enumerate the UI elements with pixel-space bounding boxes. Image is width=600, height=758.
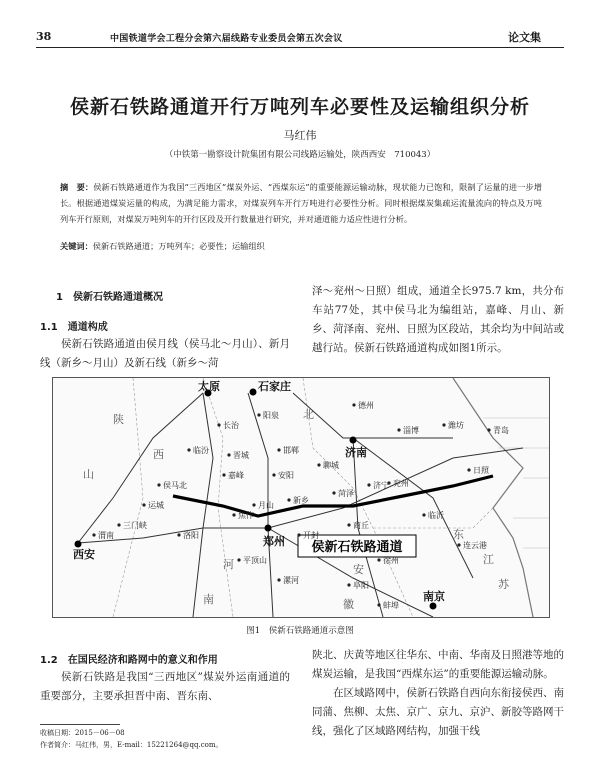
city-marker xyxy=(397,428,400,431)
body-paragraphs-right xyxy=(312,646,564,741)
running-header: 中国铁道学会工程分会第六届线路专业委员会第五次会议 xyxy=(110,34,343,44)
city-label: 太原 xyxy=(198,380,220,393)
province-label: 苏 xyxy=(498,578,509,591)
province-label: 陕 xyxy=(113,413,124,426)
province-label: 东 xyxy=(453,528,464,541)
city-label: 月山 xyxy=(258,501,274,510)
city-marker xyxy=(272,473,275,476)
city-marker xyxy=(442,423,445,426)
section-heading-1-2: 1.2 在国民经济和路网中的意义和作用 xyxy=(40,655,218,666)
city-marker xyxy=(487,428,490,431)
affiliation: （中铁第一勘察设计院集团有限公司线路运输处，陕西西安 710043） xyxy=(164,150,436,160)
city-label: 开封 xyxy=(303,531,319,540)
body-paragraph-2-right: 陕北、庆黄等地区往华东、中南、华南及日照港等地的煤炭运输，是我国“西煤东运”的重要能源运输动脉。 xyxy=(312,649,564,680)
city-label: 日照 xyxy=(473,466,489,475)
city-marker xyxy=(92,533,95,536)
city-label: 长治 xyxy=(223,421,239,430)
city-label: 南京 xyxy=(423,590,445,603)
keywords-text: 侯新石铁路通道；万吨列车；必要性；运输组织 xyxy=(92,241,265,251)
abstract-label: 摘 要： xyxy=(60,182,94,192)
city-marker xyxy=(367,483,370,486)
city-label: 焦作 xyxy=(238,511,254,520)
city-marker xyxy=(377,558,380,561)
city-label: 洛阳 xyxy=(183,531,199,540)
abstract xyxy=(60,179,542,227)
keywords xyxy=(60,241,542,252)
received-date: 收稿日期：2015－06－08 xyxy=(40,729,125,737)
city-label: 商丘 xyxy=(353,521,369,530)
figure-caption: 图1 侯新石铁路通道示意图 xyxy=(246,626,354,636)
author-info: 作者简介：马红伟，男，E-mail：15221264@qq.com。 xyxy=(40,741,223,749)
coastline xyxy=(453,378,533,617)
city-label: 郑州 xyxy=(263,535,285,548)
city-marker xyxy=(237,558,240,561)
province-label: 河 xyxy=(223,558,234,571)
city-marker xyxy=(287,498,290,501)
city-marker xyxy=(457,543,460,546)
city-marker xyxy=(232,513,235,516)
city-marker xyxy=(222,473,225,476)
province-label: 西 xyxy=(153,448,164,461)
city-marker xyxy=(277,578,280,581)
city-label: 安阳 xyxy=(278,471,294,480)
city-marker xyxy=(317,463,320,466)
city-label: 济宁 xyxy=(373,481,389,490)
footnote-rule xyxy=(40,724,120,725)
city-marker xyxy=(347,583,350,586)
city-label: 石家庄 xyxy=(258,380,291,393)
city-label: 兖州 xyxy=(393,479,409,488)
city-marker xyxy=(352,403,355,406)
city-label: 阜阳 xyxy=(353,581,369,590)
city-marker xyxy=(332,491,335,494)
city-label: 蚌埠 xyxy=(383,601,399,610)
big-city-marker xyxy=(75,541,82,548)
city-label: 渭南 xyxy=(98,531,114,540)
paper-title: 侯新石铁路通道开行万吨列车必要性及运输组织分析 xyxy=(69,96,530,118)
city-label: 淄博 xyxy=(403,426,419,435)
city-marker xyxy=(377,603,380,606)
province-label: 徽 xyxy=(343,598,354,611)
city-label: 潍坊 xyxy=(448,421,464,430)
province-label: 安 xyxy=(353,563,364,576)
city-marker xyxy=(252,503,255,506)
city-marker xyxy=(297,533,300,536)
city-label: 平顶山 xyxy=(243,556,267,565)
page-number: 38 xyxy=(36,30,52,43)
city-label: 连云港 xyxy=(463,541,487,550)
city-label: 运城 xyxy=(148,501,164,510)
city-label: 临沂 xyxy=(428,511,444,520)
body-paragraph-2-left: 侯新石铁路是我国“三西地区”煤炭外运南通道的重要部分，主要承担晋中南、晋东南、 xyxy=(40,671,290,702)
big-city-marker xyxy=(250,389,257,396)
city-label: 阳泉 xyxy=(263,411,279,420)
city-label: 新乡 xyxy=(293,496,309,505)
city-label: 济南 xyxy=(345,446,367,459)
city-label: 晋城 xyxy=(233,451,249,460)
province-label: 江 xyxy=(483,553,494,566)
big-city-marker xyxy=(265,525,272,532)
city-marker xyxy=(227,453,230,456)
big-city-marker xyxy=(350,437,357,444)
city-label: 三门峡 xyxy=(123,521,147,530)
city-marker xyxy=(467,468,470,471)
section-label: 论文集 xyxy=(508,31,541,44)
map-label: 侯新石铁路通道 xyxy=(311,540,403,555)
abstract-text: 侯新石铁路通道作为我国“三西地区”煤炭外运、“西煤东运”的重要能源运输动脉，现状能力已饱和，限制了运量的进一步增长。根据通道煤炭运量的构成，为满足能力需求，对煤炭列车开行万吨进行必要性分析。同时根据煤炭集疏运流量流向的特点及万吨列车开行原则，对煤炭万吨列车的开行区段及开行数量进行研究，并对通道能力适应性进行分析。 xyxy=(60,182,542,224)
city-label: 菏泽 xyxy=(338,489,354,498)
rail-line-5 xyxy=(293,393,453,438)
city-label: 西安 xyxy=(73,548,95,561)
city-label: 嘉峰 xyxy=(228,471,244,480)
body-paragraph-3-right: 在区域路网中，侯新石铁路自西向东衔接侯西、南同蒲、焦柳、太焦、京广、京九、京沪、新胶等路网干线，强化了区域路网结构，加强干线 xyxy=(312,687,564,737)
city-marker xyxy=(187,448,190,451)
corridor-line xyxy=(173,476,493,516)
city-marker xyxy=(142,503,145,506)
body-paragraph-1-right: 泽～兖州～日照）组成，通道全长975.7 km，共分布车站77处，其中侯马北为编组站，嘉峰、月山、新乡、菏泽南、兖州、日照为区段站，其余均为中间站或越行站。侯新石铁路通道构成如图1所示。 xyxy=(312,285,564,354)
city-label: 漯河 xyxy=(283,576,299,585)
city-marker xyxy=(157,483,160,486)
city-marker xyxy=(422,513,425,516)
city-marker xyxy=(257,413,260,416)
city-marker xyxy=(177,533,180,536)
body-paragraph-1-left: 侯新石铁路通道由侯月线（侯马北～月山）、新月线（新乡～月山）及新石线（新乡～菏 xyxy=(40,338,290,369)
city-label: 聊城 xyxy=(323,461,339,470)
city-marker xyxy=(347,523,350,526)
province-label: 山 xyxy=(83,468,94,481)
city-label: 侯马北 xyxy=(163,481,187,490)
city-label: 邯郸 xyxy=(283,446,299,455)
header-rule xyxy=(36,47,564,48)
big-city-marker xyxy=(430,603,437,610)
city-label: 青岛 xyxy=(493,426,509,435)
section-heading-1-1: 1.1 通道构成 xyxy=(40,322,108,333)
city-marker xyxy=(217,423,220,426)
route-map-figure xyxy=(52,377,550,618)
city-marker xyxy=(277,448,280,451)
city-label: 临汾 xyxy=(193,446,209,455)
province-label: 南 xyxy=(203,593,214,606)
city-label: 德州 xyxy=(358,401,374,410)
city-marker xyxy=(117,523,120,526)
province-label: 北 xyxy=(303,408,314,421)
section-heading-1: 1 侯新石铁路通道概况 xyxy=(56,292,163,303)
author: 马红伟 xyxy=(283,129,317,142)
city-label: 徐州 xyxy=(383,556,399,565)
keywords-label: 关键词： xyxy=(60,241,93,251)
